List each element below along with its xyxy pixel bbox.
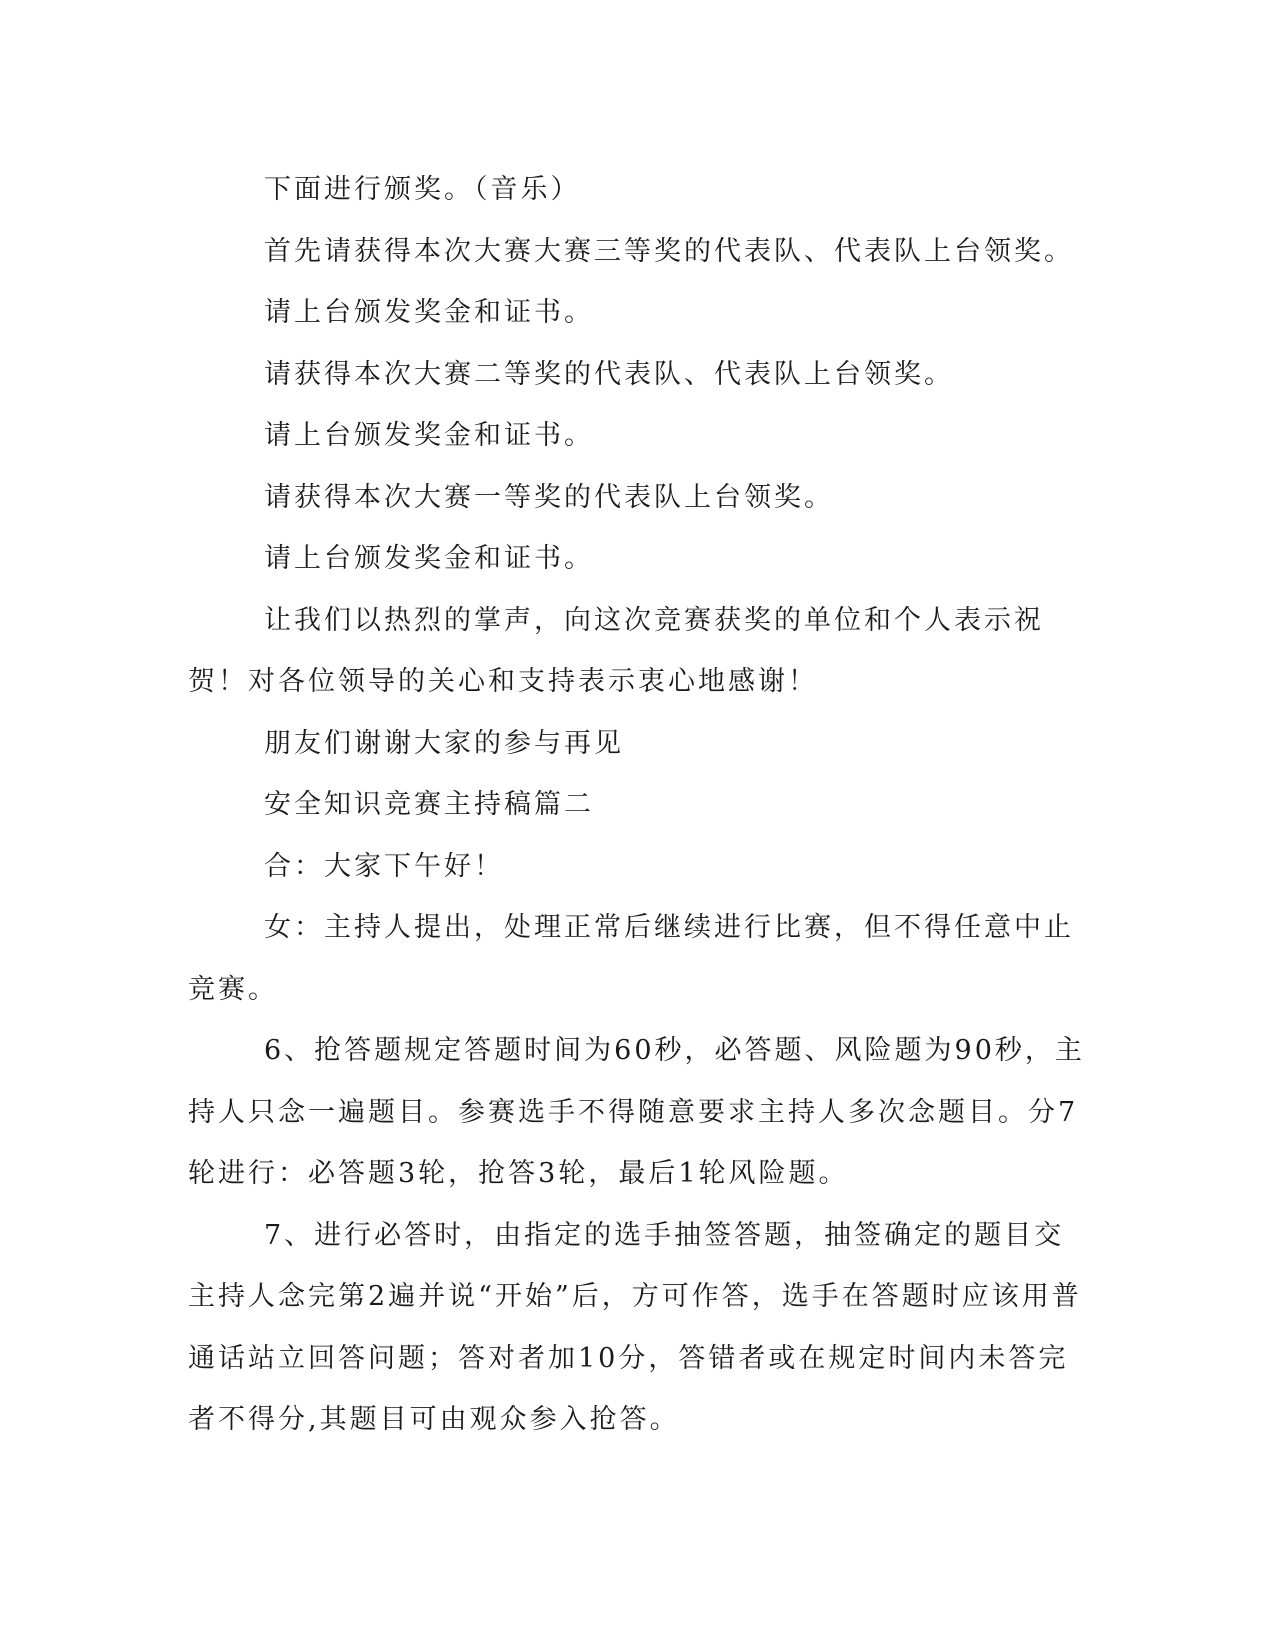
paragraph-farewell: 朋友们谢谢大家的参与再见 [264, 727, 624, 759]
paragraph-third-prize: 首先请获得本次大赛大赛三等奖的代表队、代表队上台领奖。 [264, 235, 1074, 267]
paragraph-first-prize: 请获得本次大赛一等奖的代表队上台领奖。 [264, 481, 834, 513]
section-title: 安全知识竞赛主持稿篇二 [264, 789, 594, 820]
paragraph-present-awards: 请上台颁发奖金和证书。 [264, 297, 594, 328]
paragraph-present-awards: 请上台颁发奖金和证书。 [264, 420, 594, 451]
paragraph-award-intro: 下面进行颁奖。（音乐） [264, 174, 581, 205]
paragraph-greeting: 合：大家下午好！ [264, 850, 504, 882]
document-body [188, 159, 1088, 1451]
paragraph-congratulations: 让我们以热烈的掌声，向这次竞赛获奖的单位和个人表示祝贺！对各位领导的关心和支持表示衷心地感谢！ [188, 604, 1044, 697]
paragraph-rule-6: 6、抢答题规定答题时间为60秒，必答题、风险题为90秒，主持人只念一遍题目。参赛选手不得随意要求主持人多次念题目。分7轮进行：必答题3轮，抢答3轮，最后1轮风险题。 [188, 1035, 1085, 1189]
paragraph-present-awards: 请上台颁发奖金和证书。 [264, 543, 594, 574]
paragraph-rule-7: 7、进行必答时，由指定的选手抽签答题，抽签确定的题目交主持人念完第2遍并说“开始”后，方可作答，选手在答题时应该用普通话站立回答问题；答对者加10分，答错者或在规定时间内未答完者不得分,其题目可由观众参入抢答。 [188, 1219, 1082, 1435]
paragraph-second-prize: 请获得本次大赛二等奖的代表队、代表队上台领奖。 [264, 358, 954, 390]
paragraph-host-female: 女：主持人提出，处理正常后继续进行比赛，但不得任意中止竞赛。 [188, 912, 1074, 1005]
